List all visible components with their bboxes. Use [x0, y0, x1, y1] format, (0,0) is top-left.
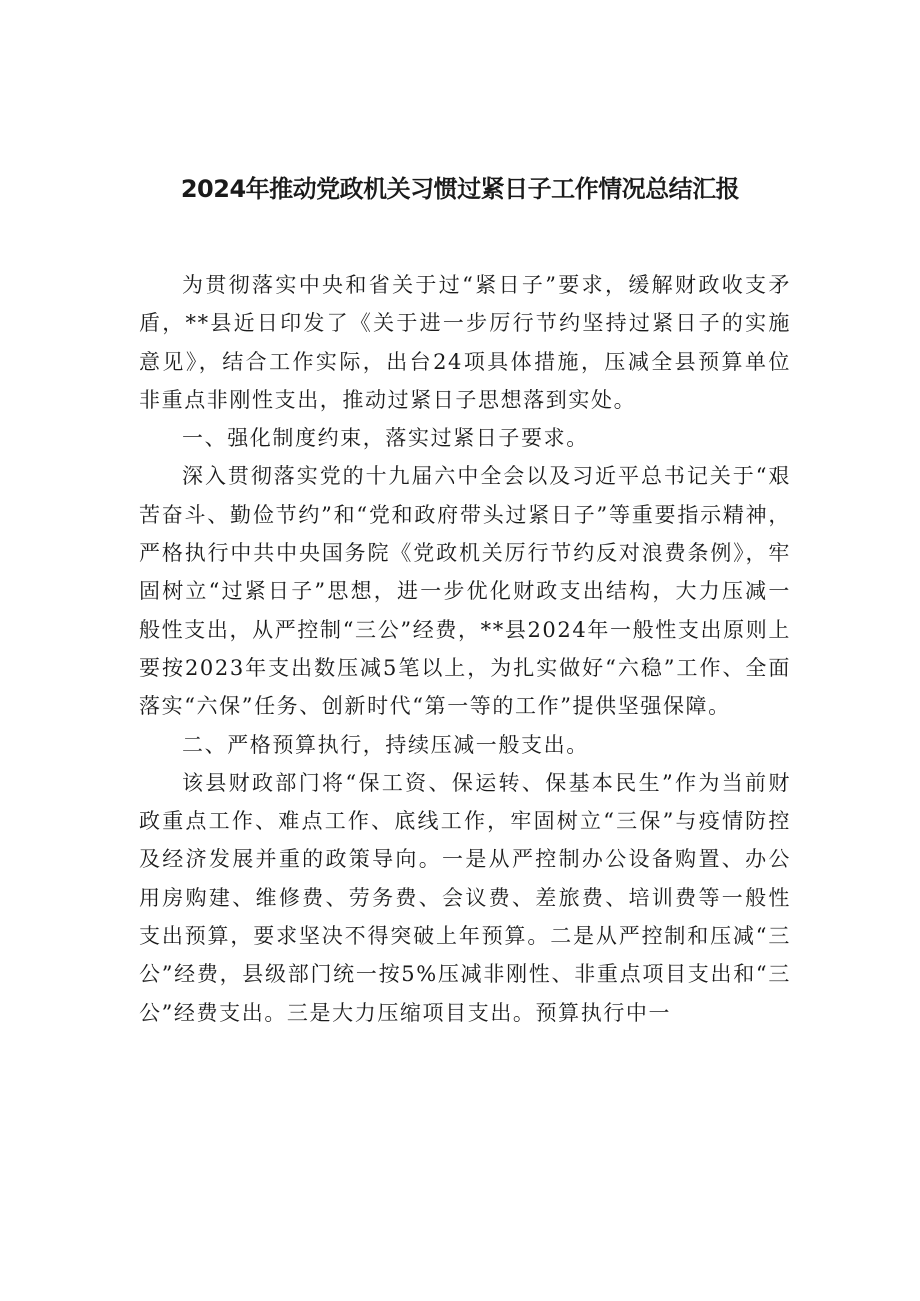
paragraph-section-2: 该县财政部门将“保工资、保运转、保基本民生”作为当前财政重点工作、难点工作、底线工作，牢固树立“三保”与疫情防控及经济发展并重的政策导向。一是从严控制办公设备购置、办公用房购建、维修费、劳务费、会议费、差旅费、培训费等一般性支出预算，要求坚决不得突破上年预算。二是从严控制和压减“三公”经费，县级部门统一按5%压减非刚性、非重点项目支出和“三公”经费支出。三是大力压缩项目支出。预算执行中一	[139, 770, 791, 1025]
document-title: 2024年推动党政机关习惯过紧日子工作情况总结汇报	[180, 175, 740, 203]
paragraph-section-1: 深入贯彻落实党的十九届六中全会以及习近平总书记关于“艰苦奋斗、勤俭节约”和“党和政府带头过紧日子”等重要指示精神，严格执行中共中央国务院《党政机关厉行节约反对浪费条例》，牢固树立“过紧日子”思想，进一步优化财政支出结构，大力压减一般性支出，从严控制“三公”经费，**县2024年一般性支出原则上要按2023年支出数压减5笔以上，为扎实做好“六稳”工作、全面落实“六保”任务、创新时代“第一等的工作”提供坚强保障。	[139, 464, 791, 719]
section-heading-2: 二、严格预算执行，持续压减一般支出。	[182, 732, 589, 757]
section-heading-1: 一、强化制度约束，落实过紧日子要求。	[182, 426, 589, 451]
document-body	[139, 266, 791, 1032]
paragraph-intro: 为贯彻落实中央和省关于过“紧日子”要求，缓解财政收支矛盾，**县近日印发了《关于进一步厉行节约坚持过紧日子的实施意见》，结合工作实际，出台24项具体措施，压减全县预算单位非重点非刚性支出，推动过紧日子思想落到实处。	[139, 273, 791, 412]
